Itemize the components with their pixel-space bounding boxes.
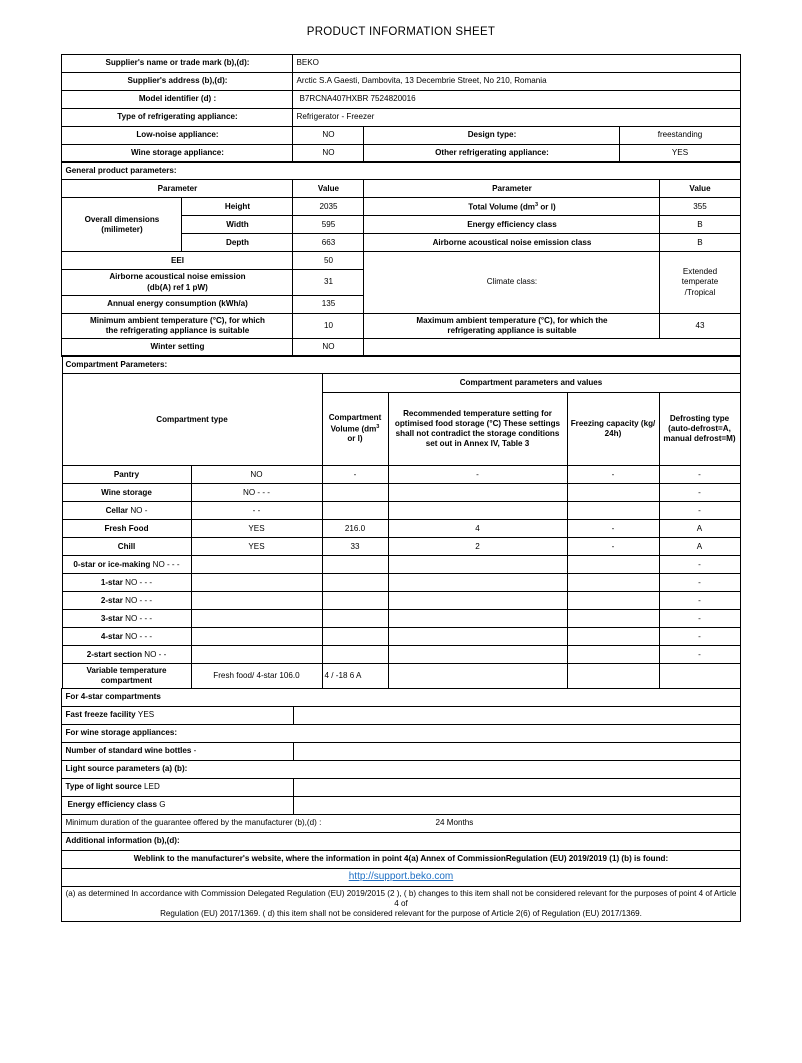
total-volume-value: 355 [660, 198, 740, 216]
fast-freeze-empty [294, 706, 740, 724]
overall-dimensions-label [62, 198, 182, 252]
light-type-label-cell [62, 778, 294, 796]
variable-temperature-label-line2: compartment [100, 676, 153, 686]
guarantee-row [62, 814, 740, 832]
compartment-value: YES [191, 520, 322, 538]
supplier-address-label: Supplier's address (b),(d): [62, 73, 293, 91]
compartment-freezing: - [567, 538, 659, 556]
total-volume-label-post: or l) [538, 202, 556, 212]
table-row-weblink [62, 868, 740, 886]
table-row-variable-temperature [62, 664, 740, 689]
table-row-fast-freeze [62, 706, 740, 724]
width-label: Width [182, 216, 293, 234]
compartment-label [62, 466, 191, 484]
annual-energy-value: 135 [293, 295, 364, 313]
noise-emission-label [62, 270, 293, 295]
table-row-winter-setting [62, 338, 740, 356]
page-title: PRODUCT INFORMATION SHEET [306, 26, 496, 38]
compartment-freezing [567, 628, 659, 646]
table-row-four-star-heading [62, 688, 740, 706]
compartment-freezing: - [567, 466, 659, 484]
light-class-value: G [159, 800, 166, 810]
compartment-temp [388, 556, 567, 574]
wine-bottles-empty [294, 742, 740, 760]
compartment-temp: 2 [388, 538, 567, 556]
compartment-label-text: 0-star or ice-making [73, 559, 151, 569]
compartment-label-text: 3-star [100, 613, 123, 623]
compartment-freezing: - [567, 520, 659, 538]
variable-temperature-value: Fresh food/ 4-star 106.0 [191, 664, 322, 689]
low-noise-value: NO [293, 127, 364, 145]
max-ambient-label-line2: refrigerating appliance is suitable [447, 325, 577, 335]
table-row-height [62, 198, 740, 216]
compartment-temp [388, 502, 567, 520]
table-row-ambient-temperature [62, 313, 740, 338]
compartment-label-spill: NO - [130, 505, 148, 515]
max-ambient-label-line1: Maximum ambient temperature (°C), for which the [416, 315, 608, 325]
energy-efficiency-class-value: B [660, 216, 740, 234]
table-row [62, 520, 740, 538]
table-row-general-headers [62, 180, 740, 198]
compartment-volume [322, 592, 388, 610]
col-header-compartment-volume [322, 392, 388, 466]
compartment-temp [388, 592, 567, 610]
overall-dimensions-line2: (milimeter) [101, 224, 143, 234]
annual-energy-label: Annual energy consumption (kWh/a) [62, 295, 293, 313]
compartment-label-spill: NO - - - [125, 577, 153, 587]
compartment-value [191, 556, 322, 574]
compartment-volume [322, 610, 388, 628]
compartment-defrost: - [659, 610, 740, 628]
table-row [62, 610, 740, 628]
design-type-label: Design type: [364, 127, 620, 145]
compartment-volume: 216.0 [322, 520, 388, 538]
compartment-label [62, 502, 191, 520]
eei-value: 50 [293, 252, 364, 270]
noise-emission-class-label: Airborne acoustical noise emission class [364, 234, 660, 252]
compartment-label-spill: NO - - - [125, 613, 153, 623]
variable-temperature-freezing [567, 664, 659, 689]
compartment-label-spill: NO - - - [125, 595, 153, 605]
wine-bottles-label: Number of standard wine bottles [65, 746, 192, 756]
col-volume-sup: 3 [376, 423, 380, 430]
depth-label: Depth [182, 234, 293, 252]
variable-temperature-temp [388, 664, 567, 689]
supplier-name-label: Supplier's name or trade mark (b),(d): [62, 55, 293, 73]
variable-temperature-defrost [659, 664, 740, 689]
climate-class-value-line2: temperate [681, 277, 719, 287]
supplier-table [61, 54, 740, 163]
variable-temperature-label-line1: Variable temperature [86, 666, 167, 676]
energy-efficiency-class-label: Energy efficiency class [364, 216, 660, 234]
weblink-cell [62, 868, 740, 886]
compartment-value [191, 646, 322, 664]
table-row [62, 556, 740, 574]
compartment-defrost: - [659, 556, 740, 574]
table-row-supplier-name [62, 55, 740, 73]
weblink-note: Weblink to the manufacturer's website, where the information in point 4(a) Annex of CommissionRegulation (EU) 2019/2019 (1) (b) is found: [62, 850, 740, 868]
light-type-empty [294, 778, 740, 796]
table-row-weblink-note [62, 850, 740, 868]
col-volume-post: or l) [347, 434, 363, 444]
compartment-temp: - [388, 466, 567, 484]
winter-setting-empty [364, 338, 740, 356]
table-row-guarantee [62, 814, 740, 832]
compartment-label [62, 646, 191, 664]
variable-temperature-volume [322, 664, 388, 689]
table-row [62, 502, 740, 520]
wine-bottles-value: - [193, 746, 197, 756]
depth-value: 663 [293, 234, 364, 252]
compartment-freezing [567, 556, 659, 574]
compartment-label-text: 2-star [100, 595, 123, 605]
climate-class-label: Climate class: [364, 252, 660, 313]
compartment-label-text: Chill [117, 541, 136, 551]
table-row-general-heading [62, 162, 740, 180]
footnote-line2: Regulation (EU) 2017/1369. ( d) this item shall not be considered relevant for the purpose of Article 2(6) of Regulation (EU) 2017/1369. [160, 909, 642, 919]
total-volume-label [364, 198, 660, 216]
table-row-light-class [62, 796, 740, 814]
height-value: 2035 [293, 198, 364, 216]
compartment-volume [322, 484, 388, 502]
fast-freeze-label-cell [62, 706, 294, 724]
compartment-value: - - [191, 502, 322, 520]
table-row-wine-bottles [62, 742, 740, 760]
compartment-label-spill: NO - - [144, 649, 167, 659]
col-header-parameter-left: Parameter [62, 180, 293, 198]
compartment-freezing [567, 592, 659, 610]
compartment-value [191, 592, 322, 610]
supplier-address-value: Arctic S.A Gaesti, Dambovita, 13 Decembrie Street, No 210, Romania [293, 73, 740, 91]
compartment-freezing [567, 484, 659, 502]
product-information-sheet-page [0, 26, 802, 1063]
col-header-recommended-temperature: Recommended temperature setting for optimised food storage (°C) These settings shall not contradict the storage conditions set out in Annex IV, Table 3 [388, 392, 567, 466]
supplier-name-value: BEKO [293, 55, 740, 73]
compartment-label [62, 520, 191, 538]
compartment-label [62, 484, 191, 502]
table-row [62, 538, 740, 556]
compartment-label-text: Cellar [105, 505, 129, 515]
noise-emission-label-line1: Airborne acoustical noise emission [109, 272, 246, 282]
light-source-parameters-heading: Light source parameters (a) (b): [62, 760, 740, 778]
compartment-freezing [567, 610, 659, 628]
compartment-parameters-heading: Compartment Parameters: [62, 356, 740, 374]
min-ambient-label [62, 313, 293, 338]
compartment-defrost: - [659, 484, 740, 502]
table-row-footnotes [62, 886, 740, 921]
compartment-freezing [567, 502, 659, 520]
compartment-volume [322, 646, 388, 664]
table-row-light-type [62, 778, 740, 796]
compartment-temp [388, 646, 567, 664]
compartment-volume: 33 [322, 538, 388, 556]
table-row-compartment-heading [62, 356, 740, 374]
compartment-temp: 4 [388, 520, 567, 538]
compartment-value [191, 628, 322, 646]
model-identifier-label: Model identifier (d) : [62, 91, 293, 109]
noise-emission-value: 31 [293, 270, 364, 295]
compartment-defrost: - [659, 502, 740, 520]
four-star-compartments-heading: For 4-star compartments [62, 688, 740, 706]
climate-class-value [660, 252, 740, 313]
light-class-label-cell [62, 796, 294, 814]
other-refrigerating-value: YES [620, 145, 740, 163]
table-row-wine-heading [62, 724, 740, 742]
overall-dimensions-line1: Overall dimensions [84, 214, 160, 224]
noise-emission-class-value: B [660, 234, 740, 252]
table-row-appliance-type [62, 109, 740, 127]
climate-class-value-line1: Extended [682, 267, 718, 277]
climate-class-value-line3: /Tropical [684, 287, 716, 297]
fast-freeze-value: YES [137, 710, 155, 720]
compartment-values-header: Compartment parameters and values [322, 374, 740, 392]
compartment-label [62, 574, 191, 592]
manufacturer-website-link[interactable]: http://support.beko.com [348, 871, 454, 883]
guarantee-label: Minimum duration of the guarantee offered by the manufacturer (b),(d) : [65, 818, 322, 828]
min-ambient-label-line2: the refrigerating appliance is suitable [105, 325, 250, 335]
general-parameters-heading: General product parameters: [62, 162, 740, 180]
compartment-temp [388, 484, 567, 502]
compartment-type-header: Compartment type [62, 374, 322, 466]
max-ambient-label [364, 313, 660, 338]
col-header-defrosting-type: Defrosting type (auto-defrost=A, manual defrost=M) [659, 392, 740, 466]
wine-bottles-label-cell [62, 742, 294, 760]
compartment-freezing [567, 646, 659, 664]
compartment-label [62, 610, 191, 628]
compartment-volume [322, 628, 388, 646]
winter-setting-label: Winter setting [62, 338, 293, 356]
compartment-defrost: - [659, 466, 740, 484]
compartment-value [191, 574, 322, 592]
compartment-label-text: Wine storage [101, 487, 152, 497]
design-type-value: freestanding [620, 127, 740, 145]
compartment-defrost: - [659, 628, 740, 646]
table-row-model-identifier [62, 91, 740, 109]
col-volume-pre: Compartment Volume (dm [328, 413, 382, 434]
guarantee-value: 24 Months [435, 818, 474, 828]
wine-storage-appliance-label: Wine storage appliance: [62, 145, 293, 163]
col-header-value-left: Value [293, 180, 364, 198]
noise-emission-label-line2: (db(A) ref 1 pW) [147, 282, 208, 292]
footnotes [62, 886, 740, 921]
light-class-empty [294, 796, 740, 814]
additional-information-heading: Additional information (b),(d): [62, 832, 740, 850]
table-row-supplier-address [62, 73, 740, 91]
light-type-label: Type of light source [65, 782, 142, 792]
col-header-freezing-capacity: Freezing capacity (kg/ 24h) [567, 392, 659, 466]
compartment-parameters-table [62, 355, 741, 689]
max-ambient-value: 43 [660, 313, 740, 338]
wine-storage-appliances-heading: For wine storage appliances: [62, 724, 740, 742]
compartment-label-text: 1-star [100, 577, 123, 587]
wine-storage-appliance-value: NO [293, 145, 364, 163]
height-label: Height [182, 198, 293, 216]
table-row [62, 574, 740, 592]
low-noise-label: Low-noise appliance: [62, 127, 293, 145]
appliance-type-label: Type of refrigerating appliance: [62, 109, 293, 127]
compartment-volume: - [322, 466, 388, 484]
winter-setting-value: NO [293, 338, 364, 356]
min-ambient-label-line1: Minimum ambient temperature (°C), for which [89, 315, 265, 325]
bottom-sections-table [61, 688, 740, 922]
compartment-value: NO - - - [191, 484, 322, 502]
compartment-defrost: - [659, 574, 740, 592]
compartment-volume [322, 574, 388, 592]
compartment-value [191, 610, 322, 628]
compartment-defrost: A [659, 520, 740, 538]
appliance-type-value: Refrigerator - Freezer [293, 109, 740, 127]
compartment-volume [322, 502, 388, 520]
table-row [62, 484, 740, 502]
compartment-temp [388, 610, 567, 628]
compartment-label-text: Fresh Food [104, 523, 149, 533]
compartment-label [62, 592, 191, 610]
compartment-defrost: A [659, 538, 740, 556]
variable-temperature-label [62, 664, 191, 689]
footnote-line1: (a) as determined In accordance with Commission Delegated Regulation (EU) 2019/2015 (2 ), ( b) changes to this item shall not be considered relevant for the purposes of point 4 of Article 4 of [65, 888, 737, 908]
compartment-value: NO [191, 466, 322, 484]
compartment-label [62, 538, 191, 556]
light-type-value: LED [144, 782, 160, 792]
table-row-light-heading [62, 760, 740, 778]
table-row [62, 466, 740, 484]
compartment-defrost: - [659, 646, 740, 664]
fast-freeze-label: Fast freeze facility [65, 710, 136, 720]
table-row [62, 646, 740, 664]
compartment-label [62, 628, 191, 646]
width-value: 595 [293, 216, 364, 234]
general-parameters-table [61, 161, 740, 356]
compartment-temp [388, 574, 567, 592]
compartment-freezing [567, 574, 659, 592]
light-class-label: Energy efficiency class [67, 800, 158, 810]
model-identifier-value: B7RCNA407HXBR 7524820016 [293, 91, 740, 109]
table-row-low-noise [62, 127, 740, 145]
compartment-temp [388, 628, 567, 646]
compartment-value: YES [191, 538, 322, 556]
compartment-label-text: Pantry [113, 469, 140, 479]
table-row-eei [62, 252, 740, 270]
variable-temperature-volume-spill: 4 / -18 6 A [324, 671, 362, 681]
min-ambient-value: 10 [293, 313, 364, 338]
table-row-additional-heading [62, 832, 740, 850]
compartment-label-spill: NO - - - [125, 631, 153, 641]
compartment-label-spill: NO - - - [152, 559, 180, 569]
total-volume-label-pre: Total Volume (dm [468, 202, 535, 212]
compartment-label [62, 556, 191, 574]
compartment-label-text: 4-star [100, 631, 123, 641]
total-volume-label-sup: 3 [534, 201, 539, 208]
col-header-value-right: Value [660, 180, 740, 198]
other-refrigerating-label: Other refrigerating appliance: [364, 145, 620, 163]
table-row [62, 628, 740, 646]
table-row-compartment-group-header [62, 374, 740, 392]
table-row-wine-storage-appliance [62, 145, 740, 163]
eei-label: EEI [62, 252, 293, 270]
col-header-parameter-right: Parameter [364, 180, 660, 198]
compartment-volume [322, 556, 388, 574]
table-row [62, 592, 740, 610]
compartment-defrost: - [659, 592, 740, 610]
compartment-label-text: 2-start section [86, 649, 143, 659]
